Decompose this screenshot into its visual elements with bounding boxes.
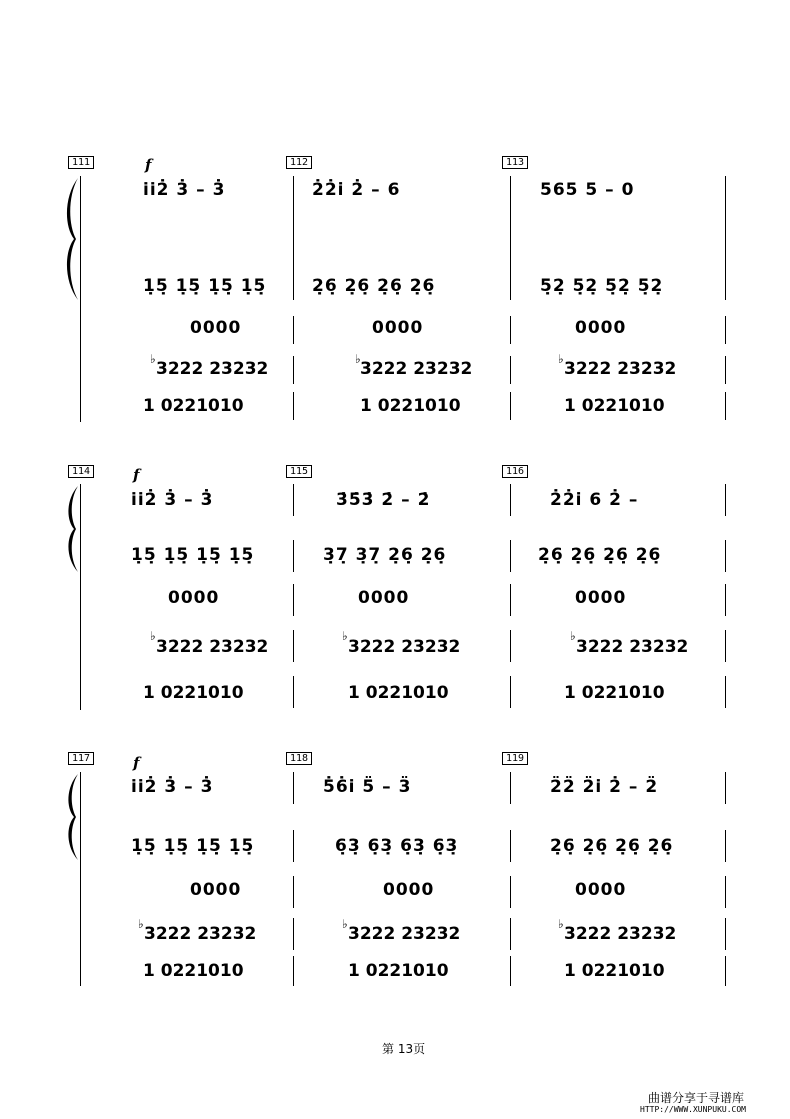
drum-line-2: 1 0221010 — [143, 961, 244, 981]
chord-notes: 1̣5̣ 1̣5̣ 1̣5̣ 1̣5̣ — [131, 836, 255, 856]
barline — [510, 316, 511, 344]
drum-line-2: 1 0221010 — [564, 396, 665, 416]
brace-icon — [60, 176, 82, 302]
chord-notes: 2̣6̣ 2̣6̣ 2̣6̣ 2̣6̣ — [538, 545, 662, 565]
rest-notes: 0000 — [168, 588, 220, 608]
rest-notes: 0000 — [575, 588, 627, 608]
measure-number: 117 — [68, 752, 94, 765]
barline — [725, 316, 726, 344]
measure-number: 119 — [502, 752, 528, 765]
melody-notes: 2̇2̇i̇ 6 2̇ – — [550, 490, 639, 510]
melody-notes: 5̇6̇i̇ 5̈ – 3̈ — [323, 777, 412, 797]
barline — [293, 676, 294, 708]
barline — [725, 772, 726, 804]
rest-notes: 0000 — [358, 588, 410, 608]
flat-sign: ♭ — [570, 629, 576, 643]
barline — [725, 876, 726, 908]
measure-number: 111 — [68, 156, 94, 169]
watermark-url: HTTP://WWW.XUNPUKU.COM — [640, 1105, 746, 1114]
barline — [510, 540, 511, 572]
melody-notes: 2̈2̈ 2̈i̇ 2̇ – 2̈ — [550, 777, 659, 797]
flat-sign: ♭ — [558, 917, 564, 931]
dynamic-mark: f — [145, 156, 152, 174]
brace-icon — [62, 772, 82, 862]
drum-line-1: 3222 23232 — [144, 924, 257, 944]
rest-notes: 0000 — [575, 318, 627, 338]
chord-notes: 2̣6̣ 2̣6̣ 2̣6̣ 2̣6̣ — [550, 836, 674, 856]
barline — [510, 392, 511, 420]
rest-notes: 0000 — [383, 880, 435, 900]
melody-notes: 565 5 – 0 — [540, 180, 635, 200]
brace-icon — [62, 484, 82, 574]
drum-line-1: 3222 23232 — [576, 637, 689, 657]
barline — [293, 316, 294, 344]
page-number: 第 13页 — [382, 1042, 426, 1056]
barline — [510, 876, 511, 908]
barline — [293, 772, 294, 804]
barline — [293, 484, 294, 516]
barline — [510, 176, 511, 300]
barline — [510, 918, 511, 950]
barline — [293, 176, 294, 300]
barline — [725, 830, 726, 862]
melody-notes: i̇i̇2̇ 3̇ – 3̇ — [131, 490, 214, 510]
barline — [293, 540, 294, 572]
barline — [725, 356, 726, 384]
barline — [293, 918, 294, 950]
measure-number: 114 — [68, 465, 94, 478]
barline — [510, 772, 511, 804]
flat-sign: ♭ — [138, 917, 144, 931]
chord-notes: 1̣5̣ 1̣5̣ 1̣5̣ 1̣5̣ — [131, 545, 255, 565]
measure-number: 115 — [286, 465, 312, 478]
barline — [293, 630, 294, 662]
melody-notes: 3̇5̇3̇ 2̇ – 2̇ — [336, 490, 431, 510]
measure-number: 112 — [286, 156, 312, 169]
drum-line-2: 1 0221010 — [564, 683, 665, 703]
flat-sign: ♭ — [150, 352, 156, 366]
chord-notes: 2̣6̣ 2̣6̣ 2̣6̣ 2̣6̣ — [312, 276, 436, 296]
flat-sign: ♭ — [342, 917, 348, 931]
drum-line-1: 3222 23232 — [564, 359, 677, 379]
drum-line-1: 3222 23232 — [156, 637, 269, 657]
drum-line-1: 3222 23232 — [360, 359, 473, 379]
measure-number: 118 — [286, 752, 312, 765]
drum-line-2: 1 0221010 — [143, 683, 244, 703]
dynamic-mark: f — [133, 466, 140, 484]
barline — [510, 584, 511, 616]
drum-line-1: 3222 23232 — [348, 637, 461, 657]
flat-sign: ♭ — [150, 629, 156, 643]
chord-notes: 6̣3̣ 6̣3̣ 6̣3̣ 6̣3̣ — [335, 836, 459, 856]
chord-notes: 5̣2̣ 5̣2̣ 5̣2̣ 5̣2̣ — [540, 276, 664, 296]
rest-notes: 0000 — [575, 880, 627, 900]
barline — [725, 956, 726, 986]
flat-sign: ♭ — [355, 352, 361, 366]
watermark-text: 曲谱分享于寻谱库 — [648, 1091, 745, 1105]
barline — [725, 176, 726, 300]
barline — [725, 918, 726, 950]
drum-line-2: 1 0221010 — [564, 961, 665, 981]
chord-notes: 1̣5̣ 1̣5̣ 1̣5̣ 1̣5̣ — [143, 276, 267, 296]
barline — [510, 676, 511, 708]
barline — [293, 356, 294, 384]
barline — [510, 830, 511, 862]
barline — [293, 392, 294, 420]
barline — [725, 540, 726, 572]
rest-notes: 0000 — [190, 318, 242, 338]
barline — [725, 676, 726, 708]
system-left-barline — [80, 484, 81, 710]
drum-line-1: 3222 23232 — [564, 924, 677, 944]
drum-line-2: 1 0221010 — [348, 683, 449, 703]
barline — [293, 956, 294, 986]
flat-sign: ♭ — [558, 352, 564, 366]
barline — [510, 484, 511, 516]
rest-notes: 0000 — [190, 880, 242, 900]
melody-notes: 2̇2̇i̇ 2̇ – 6 — [312, 180, 401, 200]
barline — [510, 356, 511, 384]
barline — [725, 584, 726, 616]
drum-line-1: 3222 23232 — [348, 924, 461, 944]
flat-sign: ♭ — [342, 629, 348, 643]
barline — [293, 830, 294, 862]
measure-number: 113 — [502, 156, 528, 169]
drum-line-2: 1 0221010 — [348, 961, 449, 981]
barline — [293, 584, 294, 616]
drum-line-2: 1 0221010 — [143, 396, 244, 416]
barline — [725, 630, 726, 662]
system-left-barline — [80, 772, 81, 986]
barline — [725, 484, 726, 516]
drum-line-1: 3222 23232 — [156, 359, 269, 379]
chord-notes: 3̣7̣ 3̣7̣ 2̣6̣ 2̣6̣ — [323, 545, 447, 565]
barline — [510, 956, 511, 986]
dynamic-mark: f — [133, 754, 140, 772]
drum-line-2: 1 0221010 — [360, 396, 461, 416]
barline — [725, 392, 726, 420]
rest-notes: 0000 — [372, 318, 424, 338]
melody-notes: i̇i̇2̇ 3̇ – 3̇ — [143, 180, 226, 200]
measure-number: 116 — [502, 465, 528, 478]
barline — [293, 876, 294, 908]
system-left-barline — [80, 176, 81, 422]
melody-notes: i̇i̇2̇ 3̇ – 3̇ — [131, 777, 214, 797]
barline — [510, 630, 511, 662]
